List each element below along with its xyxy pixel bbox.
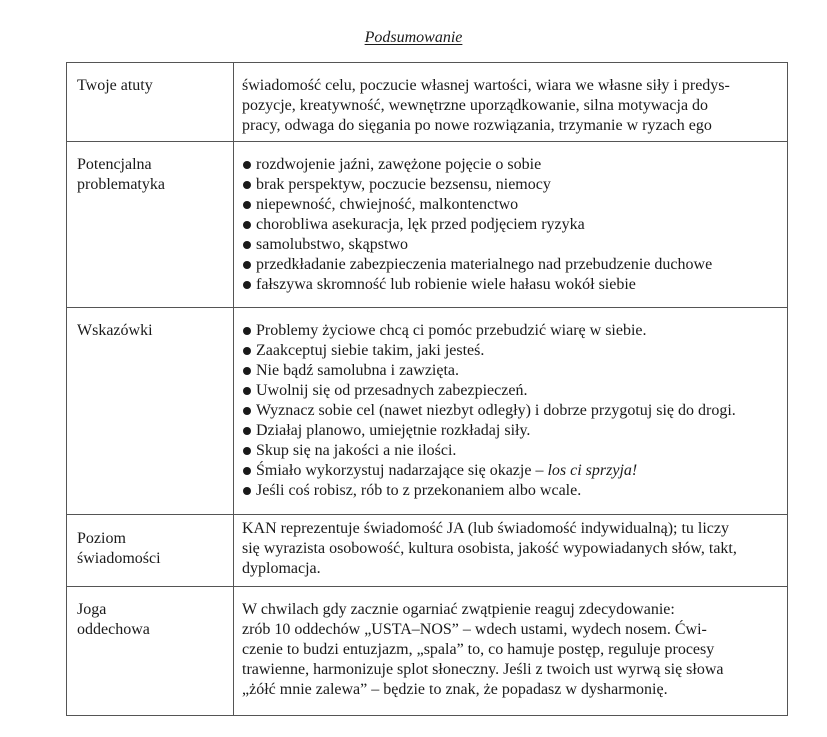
content-line: świadomość celu, poczucie własnej wartości, wiara we własne siły i predys- [242, 77, 730, 94]
row-label-awareness [67, 515, 234, 587]
content-line: KAN reprezentuje świadomość JA (lub świadomość indywidualną); tu liczy [242, 520, 729, 537]
content-line: zrób 10 oddechów „USTA–NOS” – wdech ustami, wydech nosem. Ćwi- [242, 621, 707, 638]
label-line: Twoje atuty [77, 77, 153, 94]
list-item: samolubstwo, skąpstwo [242, 235, 783, 255]
list-item: brak perspektyw, poczucie bezsensu, niemocy [242, 175, 783, 195]
content-line: trawienne, harmonizuje splot słoneczny. Jeśli z twoich ust wyrwą się słowa [242, 661, 724, 678]
table-row-strengths [67, 63, 788, 142]
label-line: Poziom [77, 530, 126, 547]
label-line: Joga [77, 601, 107, 618]
list-item: Uwolnij się od przesadnych zabezpieczeń. [242, 381, 783, 401]
summary-table [66, 62, 788, 716]
content-line: dyplomacja. [242, 560, 321, 577]
list-item: niepewność, chwiejność, malkontenctwo [242, 195, 783, 215]
label-line: problematyka [77, 176, 165, 193]
content-line: pracy, odwaga do sięgania po nowe rozwiązania, trzymanie w ryzach ego [242, 117, 712, 134]
list-item: Działaj planowo, umiejętnie rozkładaj siły. [242, 421, 783, 441]
problems-list [242, 155, 783, 295]
list-item: Jeśli coś robisz, rób to z przekonaniem albo wcale. [242, 481, 783, 501]
row-content-breathing-yoga [234, 587, 788, 716]
table-row-breathing-yoga [67, 587, 788, 716]
table-row-tips [67, 308, 788, 515]
list-item [242, 461, 783, 481]
label-line: świadomości [77, 550, 161, 567]
list-item: rozdwojenie jaźni, zawężone pojęcie o sobie [242, 155, 783, 175]
list-item: Zaakceptuj siebie takim, jaki jesteś. [242, 341, 783, 361]
row-content-awareness [234, 515, 788, 587]
list-item: Nie bądź samolubna i zawzięta. [242, 361, 783, 381]
content-line: pozycje, kreatywność, wewnętrzne uporządkowanie, silna motywacja do [242, 97, 709, 114]
list-item: chorobliwa asekuracja, lęk przed podjęciem ryzyka [242, 215, 783, 235]
list-item-emphasis: los ci sprzyja! [547, 462, 638, 479]
table-row-problems [67, 142, 788, 308]
list-item: fałszywa skromność lub robienie wiele hałasu wokół siebie [242, 275, 783, 295]
list-item: przedkładanie zabezpieczenia materialnego nad przebudzenie duchowe [242, 255, 783, 275]
content-line: się wyrazista osobowość, kultura osobista, jakość wypowiadanych słów, takt, [242, 540, 737, 557]
content-line: czenie to budzi entuzjazm, „spala” to, co hamuje postęp, reguluje procesy [242, 641, 715, 658]
row-label-strengths [67, 63, 234, 142]
page-title: Podsumowanie [364, 29, 463, 46]
row-content-problems [234, 142, 788, 308]
row-content-strengths [234, 63, 788, 142]
row-label-problems [67, 142, 234, 308]
label-line: Wskazówki [77, 322, 153, 339]
row-content-tips [234, 308, 788, 515]
table-row-awareness [67, 515, 788, 587]
content-line: „żółć mnie zalewa” – będzie to znak, że popadasz w dysharmonię. [242, 681, 668, 698]
content-line: W chwilach gdy zacznie ogarniać zwątpienie reaguj zdecydowanie: [242, 601, 675, 618]
list-item: Problemy życiowe chcą ci pomóc przebudzić wiarę w siebie. [242, 321, 783, 341]
label-line: Potencjalna [77, 156, 152, 173]
tips-list [242, 321, 783, 501]
list-item: Wyznacz sobie cel (nawet niezbyt odległy) i dobrze przygotuj się do drogi. [242, 401, 783, 421]
list-item: Skup się na jakości a nie ilości. [242, 441, 783, 461]
label-line: oddechowa [77, 621, 150, 638]
row-label-tips [67, 308, 234, 515]
list-item-text: Śmiało wykorzystuj nadarzające się okazje – [256, 462, 548, 479]
row-label-breathing-yoga [67, 587, 234, 716]
